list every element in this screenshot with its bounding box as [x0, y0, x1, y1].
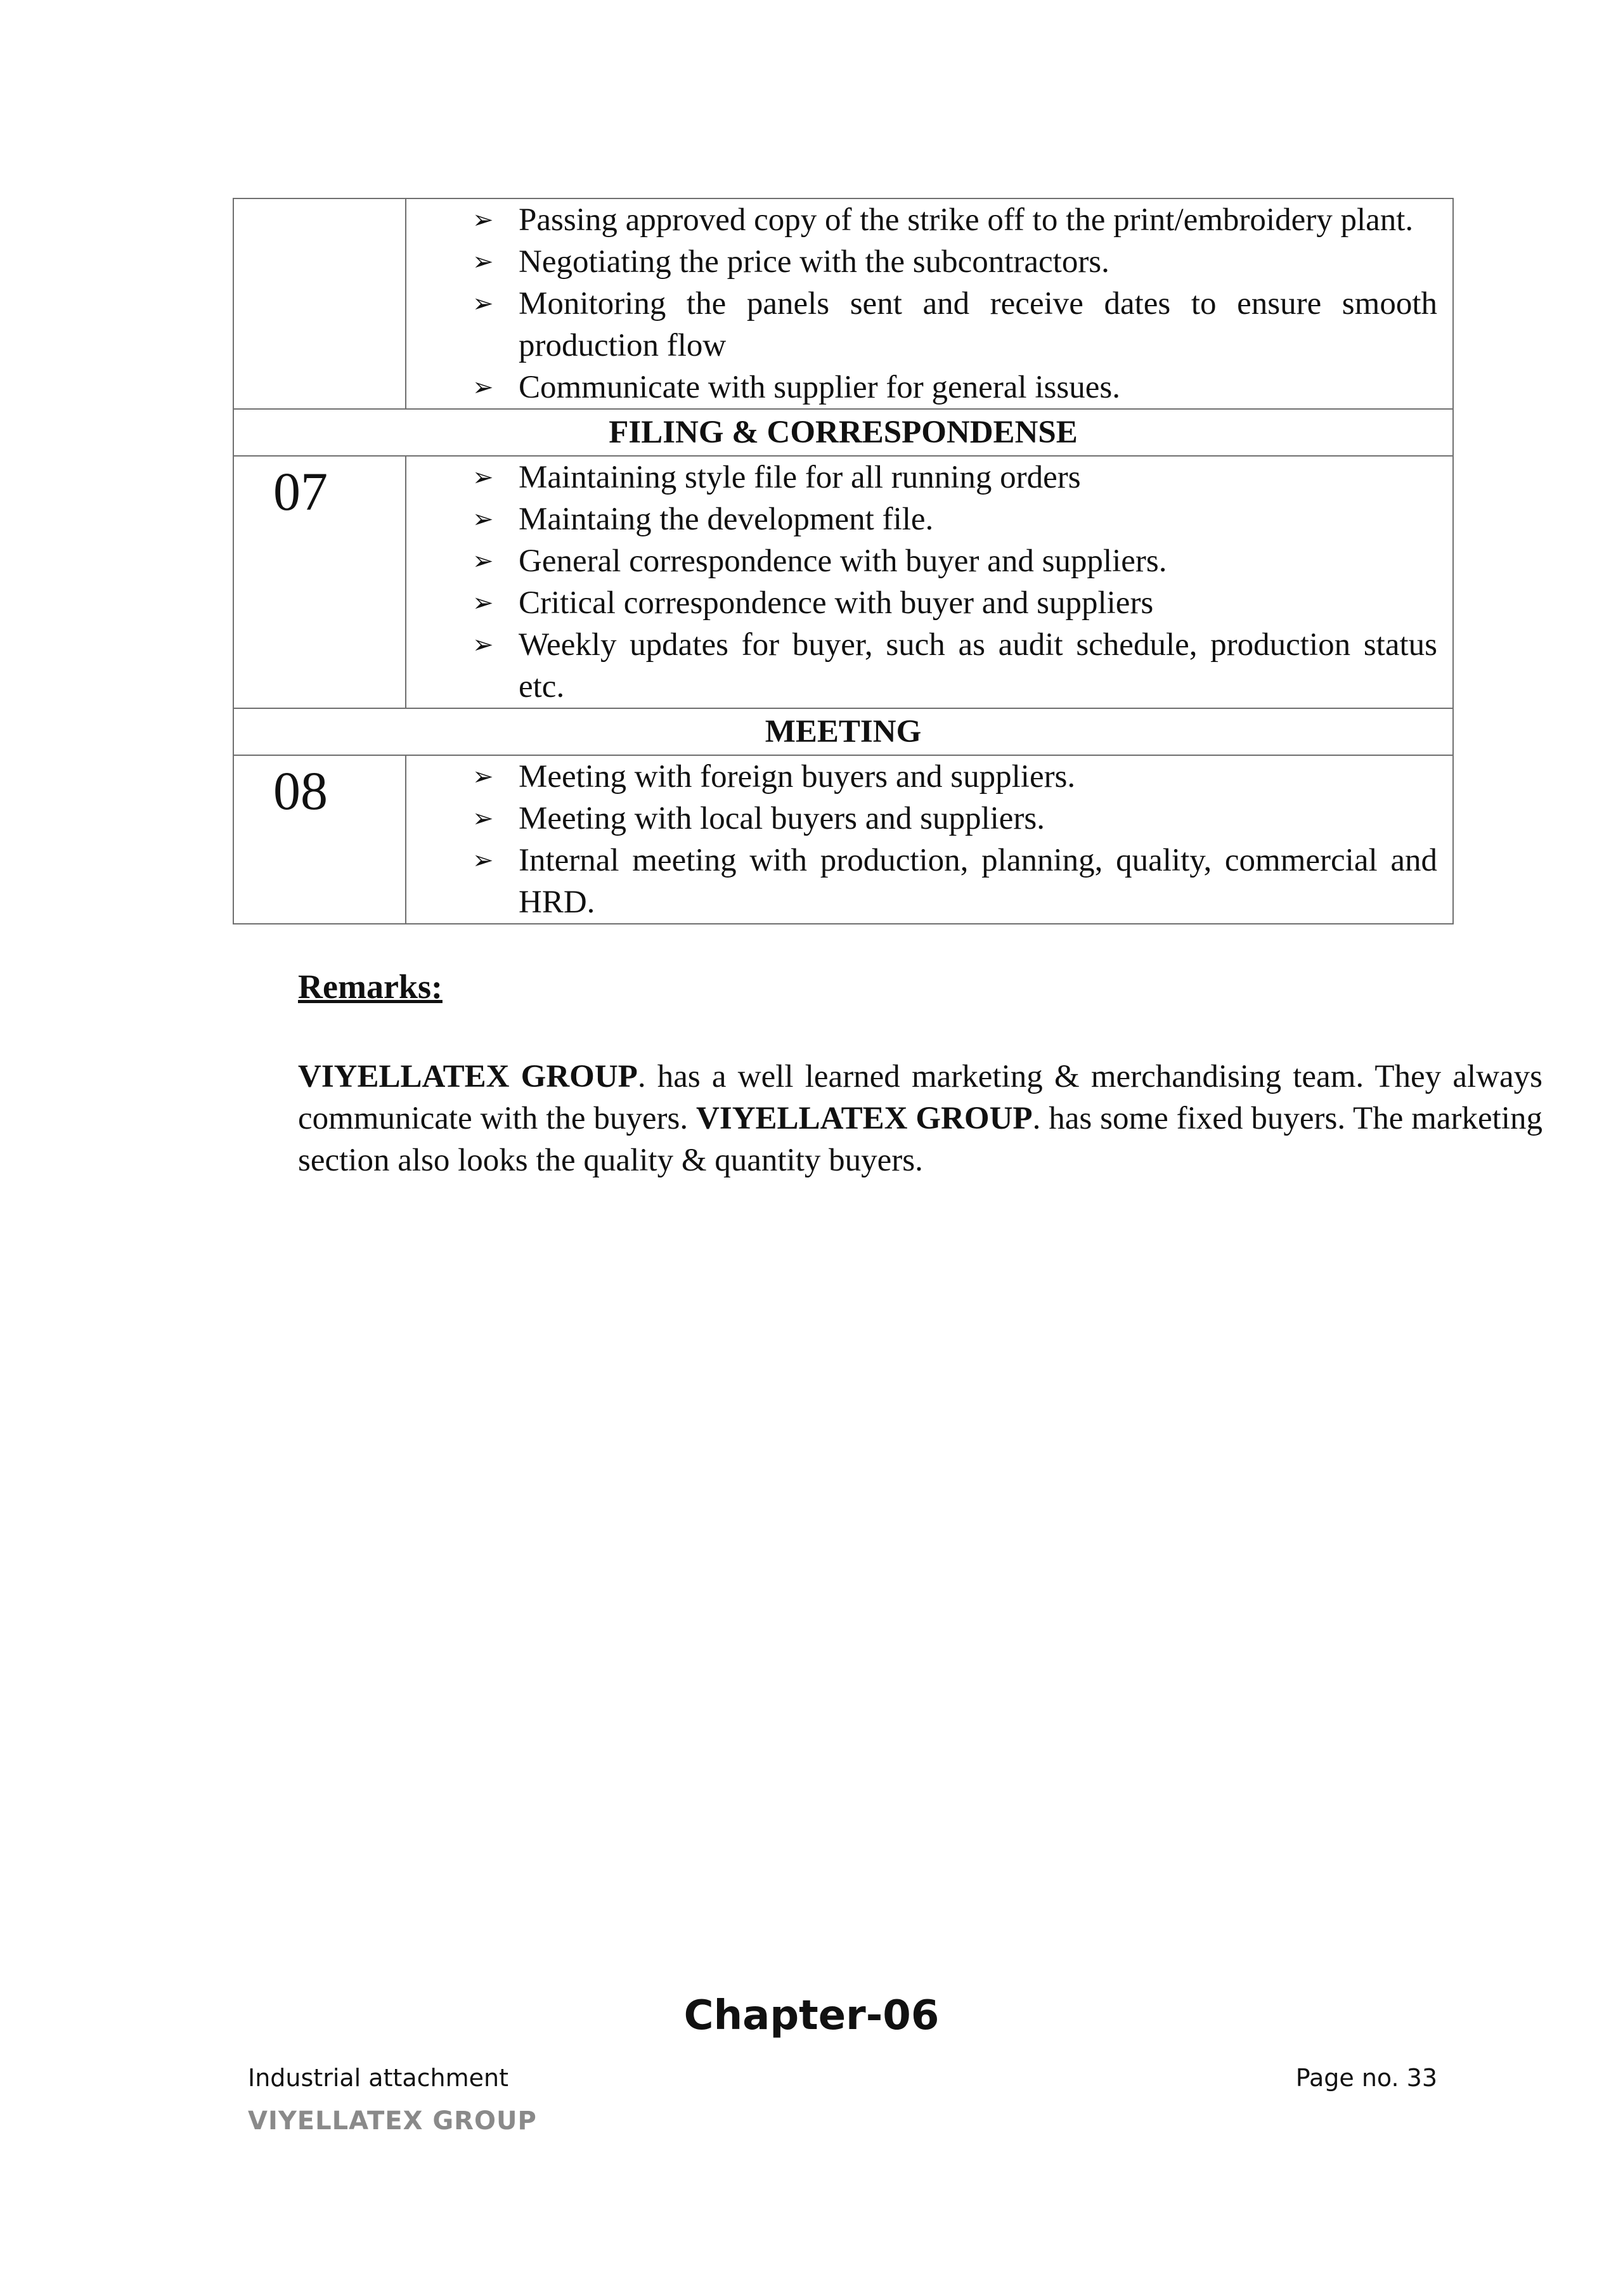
- list-item: ➢ Monitoring the panels sent and receive dates to ensure smooth production flow: [406, 283, 1437, 366]
- list-item: ➢ Meeting with foreign buyers and suppliers.: [406, 756, 1437, 798]
- list-item: ➢ Weekly updates for buyer, such as audit schedule, production status etc.: [406, 624, 1437, 708]
- task-list: [406, 756, 1452, 923]
- list-item: ➢ Meeting with local buyers and suppliers.: [406, 798, 1437, 840]
- arrow-bullet-icon: ➢: [472, 762, 494, 791]
- list-item: ➢ Passing approved copy of the strike off to the print/embroidery plant.: [406, 199, 1437, 241]
- row-number-cell: [233, 198, 406, 409]
- arrow-bullet-icon: ➢: [472, 505, 494, 534]
- list-item: ➢ Internal meeting with production, planning, quality, commercial and HRD.: [406, 840, 1437, 923]
- row-number: 07: [273, 461, 328, 522]
- task-list: [406, 457, 1452, 708]
- arrow-bullet-icon: ➢: [472, 630, 494, 659]
- section-heading-row: [233, 409, 1453, 456]
- section-heading-meeting: MEETING: [233, 708, 1453, 755]
- list-item: ➢ Maintaining style file for all running orders: [406, 457, 1437, 498]
- list-item: ➢ Maintaing the development file.: [406, 498, 1437, 540]
- section-heading-filing: FILING & CORRESPONDENSE: [233, 409, 1453, 456]
- arrow-bullet-icon: ➢: [472, 588, 494, 618]
- footer-left-text: Industrial attachment: [248, 2064, 509, 2092]
- row-number: 08: [273, 760, 328, 821]
- table-row-continuation: [233, 198, 1453, 409]
- remarks-title: Remarks:: [298, 968, 443, 1006]
- arrow-bullet-icon: ➢: [472, 804, 494, 833]
- arrow-bullet-icon: ➢: [472, 247, 494, 276]
- chapter-title: Chapter-06: [683, 1992, 940, 2039]
- table-row-08: [233, 755, 1453, 924]
- arrow-bullet-icon: ➢: [472, 205, 494, 235]
- remarks-paragraph: VIYELLATEX GROUP. has a well learned marketing & merchandising team. They always communicate with the buyers. VIYELLATEX GROUP. has some fixed buyers. The marketing section also looks the quality & quantity buyers.: [298, 1059, 1542, 1178]
- task-cell: [406, 456, 1453, 708]
- task-cell: [406, 198, 1453, 409]
- arrow-bullet-icon: ➢: [472, 463, 494, 492]
- arrow-bullet-icon: ➢: [472, 547, 494, 576]
- company-logo: VIYELLATEX GROUP: [248, 2106, 537, 2136]
- section-heading-row: [233, 708, 1453, 755]
- page-number: Page no. 33: [1295, 2064, 1437, 2092]
- company-name: VIYELLATEX GROUP: [298, 1059, 638, 1094]
- arrow-bullet-icon: ➢: [472, 846, 494, 875]
- list-item: ➢ General correspondence with buyer and suppliers.: [406, 540, 1437, 582]
- list-item: ➢ Communicate with supplier for general issues.: [406, 366, 1437, 408]
- arrow-bullet-icon: ➢: [472, 373, 494, 402]
- row-number-cell: [233, 755, 406, 924]
- table-row-07: [233, 456, 1453, 708]
- row-number-cell: [233, 456, 406, 708]
- company-name: VIYELLATEX GROUP: [696, 1101, 1033, 1136]
- arrow-bullet-icon: ➢: [472, 289, 494, 318]
- list-item: ➢ Negotiating the price with the subcontractors.: [406, 241, 1437, 283]
- task-list: [406, 199, 1452, 408]
- task-cell: [406, 755, 1453, 924]
- list-item: ➢ Critical correspondence with buyer and suppliers: [406, 582, 1437, 624]
- responsibility-table: [233, 198, 1454, 924]
